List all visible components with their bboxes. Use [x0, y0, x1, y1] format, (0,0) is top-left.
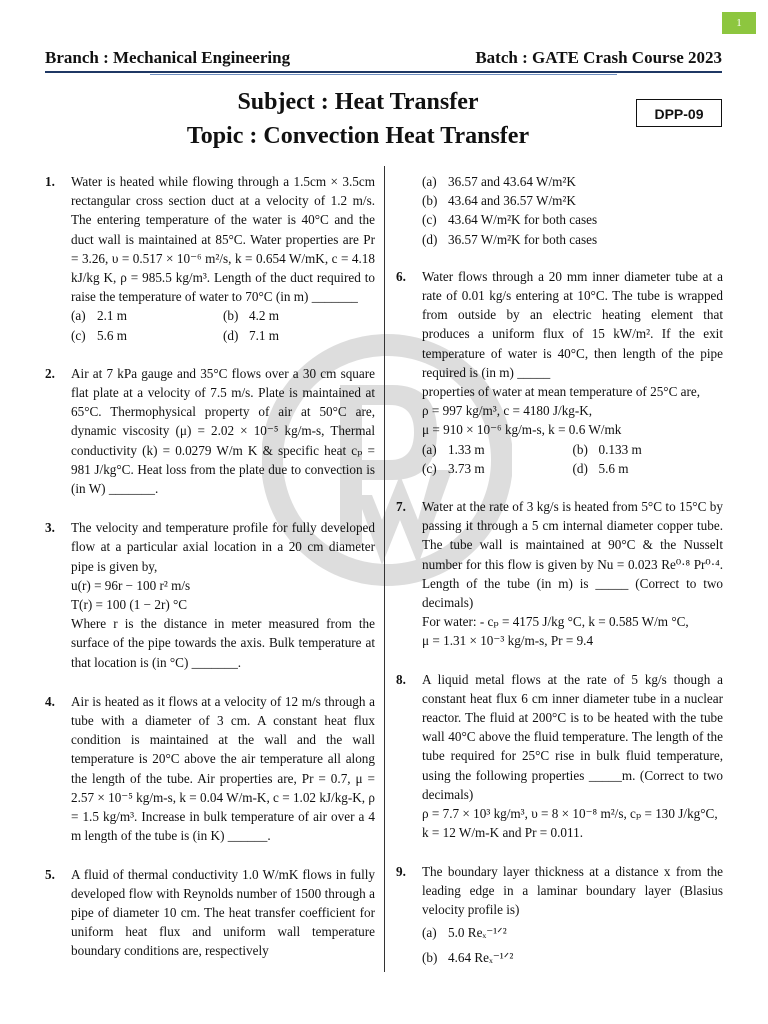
question-8 — [396, 670, 723, 843]
properties-line-3: μ = 910 × 10⁻⁶ kg/m-s, k = 0.6 W/mk — [422, 422, 622, 438]
question-number: 8. — [396, 671, 406, 687]
question-2 — [45, 364, 375, 498]
velocity-equation: u(r) = 96r − 100 r² m/s — [71, 577, 191, 593]
temperature-equation: T(r) = 100 (1 − 2r) °C — [71, 597, 188, 613]
branch-label: Branch : Mechanical Engineering — [45, 48, 291, 67]
option-a: (a) 5.0 Reₓ⁻¹ᐟ² — [422, 925, 507, 941]
properties-line-2: μ = 1.31 × 10⁻³ kg/m-s, Pr = 9.4 — [422, 633, 594, 649]
question-number: 7. — [396, 499, 406, 515]
question-6-properties — [396, 382, 723, 478]
option-d: (d) 5.6 m — [572, 460, 629, 476]
properties-line-1: ρ = 7.7 × 10³ kg/m³, υ = 8 × 10⁻⁸ m²/s, cₚ = 130 J/kg°C, — [422, 806, 718, 822]
question-number: 4. — [45, 693, 55, 709]
page-header — [45, 48, 722, 72]
question-number: 6. — [396, 268, 406, 284]
question-9 — [396, 862, 723, 968]
question-text: Water is heated while flowing through a 1.5cm × 3.5cm rectangular cross section duct at a velocity of 1.2 m/s. The entering temperature of the water is 40°C and the duct wall is maintained at 85°C. Water properties are Pr = 3.26, υ = 0.517 × 10⁻⁶ m²/s, k = 0.654 W/mK, c = 4.18 kJ/kg K, ρ = 985.5 kg/m³. Length of the duct required to raise the temperature of water to 70°C (in m) _______ — [71, 174, 375, 305]
option-a: (a) 2.1 m — [71, 308, 128, 324]
right-column — [396, 172, 723, 968]
question-7 — [396, 497, 723, 651]
page-number-badge: 1 — [722, 12, 756, 34]
question-5 — [45, 865, 375, 961]
question-text: The velocity and temperature profile for fully developed flow at a particular axial location in a 20 cm diameter pipe is given by, — [71, 520, 375, 574]
properties-line-2: ρ = 997 kg/m³, c = 4180 J/kg-K, — [422, 403, 593, 419]
topic-title: Topic : Convection Heat Transfer — [186, 123, 530, 149]
question-3 — [45, 518, 375, 672]
option-d: (d) 36.57 W/m²K for both cases — [422, 231, 598, 247]
options — [71, 306, 375, 344]
option-d: (d) 7.1 m — [223, 327, 280, 343]
question-1 — [45, 172, 375, 345]
option-c: (c) 3.73 m — [422, 460, 485, 476]
properties-line-1: For water: - cₚ = 4175 J/kg °C, k = 0.585 W/m °C, — [422, 614, 689, 630]
option-c: (c) 5.6 m — [71, 327, 128, 343]
left-column — [45, 172, 375, 961]
header-subrule — [150, 74, 617, 75]
dpp-badge: DPP-09 — [636, 99, 722, 127]
properties-line-1: properties of water at mean temperature of 25°C are, — [422, 384, 701, 400]
option-b: (b) 0.133 m — [572, 441, 642, 457]
question-text: Air at 7 kPa gauge and 35°C flows over a 30 cm square flat plate at a velocity of 7.5 m/s. Plate is maintained at 65°C. Thermophysical property of air at 50°C are, dynamic viscosity (μ) = 2.02 × 10⁻⁵ kg/m-s, Thermal conductivity (k) = 0.0279 W/m K & specific heat cₚ = 981 J/kg°C. Heat loss from the plate due to convection is (in W) _______. — [71, 365, 375, 497]
option-b: (b) 4.64 Reₓ⁻¹ᐟ² — [422, 950, 514, 966]
question-text: A liquid metal flows at the rate of 5 kg/s though a constant heat flux 6 cm inner diameter tube in a nuclear reactor. The fluid at 200°C is to be heated with the tube wall 40°C above the fluid temperature. The length of the tube required for 25°C rise in bulk fluid temperature, using the following properties _____m. (Correct to two decimals) — [422, 671, 723, 802]
question-text-continued: Where r is the distance in meter measured from the surface of the pipe towards the axis. Bulk temperature at that location is (in °C) _______. — [71, 616, 375, 670]
option-a: (a) 1.33 m — [422, 441, 485, 457]
header-rule — [45, 71, 722, 73]
option-b: (b) 43.64 and 36.57 W/m²K — [422, 193, 576, 209]
question-number: 5. — [45, 866, 55, 882]
question-text: The boundary layer thickness at a distance x from the leading edge in a laminar boundary layer (Blasius velocity profile is) — [422, 863, 723, 917]
properties-line-2: k = 12 W/m-K and Pr = 0.011. — [422, 825, 584, 841]
column-divider — [384, 166, 385, 972]
question-5-options — [396, 172, 723, 249]
subject-title: Subject : Heat Transfer — [237, 89, 479, 115]
batch-label: Batch : GATE Crash Course 2023 — [475, 48, 722, 67]
question-text: Water at the rate of 3 kg/s is heated from 5°C to 15°C by passing it through a 5 cm internal diameter copper tube. The tube wall is maintained at 90°C & the Nusselt number for this flow is given by Nu = 0.023 Re⁰·⁸ Pr⁰·⁴. Length of the tube (in m) is _____ (Correct to two decimals) — [422, 499, 723, 611]
options — [422, 440, 723, 478]
question-number: 9. — [396, 863, 406, 879]
question-text: Water flows through a 20 mm inner diameter tube at a rate of 0.01 kg/s entering at 10°C. The tube is wrapped from outside by an electric heating element that produces a uniform flux of 15 kW/m². If the exit temperature of water is 40°C, then length of the pipe required is (in m) _____ — [422, 268, 723, 380]
question-number: 2. — [45, 365, 55, 381]
option-b: (b) 4.2 m — [223, 308, 280, 324]
question-4 — [45, 692, 375, 846]
question-text: A fluid of thermal conductivity 1.0 W/mK flows in fully developed flow with Reynolds number of 1500 through a pipe of diameter 10 cm. The heat transfer coefficient for uniform heat flux and uniform wall temperature boundary conditions are, respectively — [71, 866, 375, 959]
question-text: Air is heated as it flows at a velocity of 12 m/s through a tube with a diameter of 3 cm. A constant heat flux condition is maintained at the wall and the wall temperature is 20°C above the air temperature all along the length of the tube. Air properties are, Pr = 0.7, μ = 2.57 × 10⁻⁵ kg/m-s, k = 0.04 W/m-K, c = 1.02 kJ/kg-K, ρ = 1.5 kg/m³. Increase in bulk temperature of air over a 4 m length of the tube is (in K) ______. — [71, 693, 375, 844]
option-a: (a) 36.57 and 43.64 W/m²K — [422, 174, 576, 189]
question-6 — [396, 267, 723, 382]
question-number: 3. — [45, 520, 55, 536]
question-number: 1. — [45, 174, 55, 189]
option-c: (c) 43.64 W/m²K for both cases — [422, 212, 598, 228]
